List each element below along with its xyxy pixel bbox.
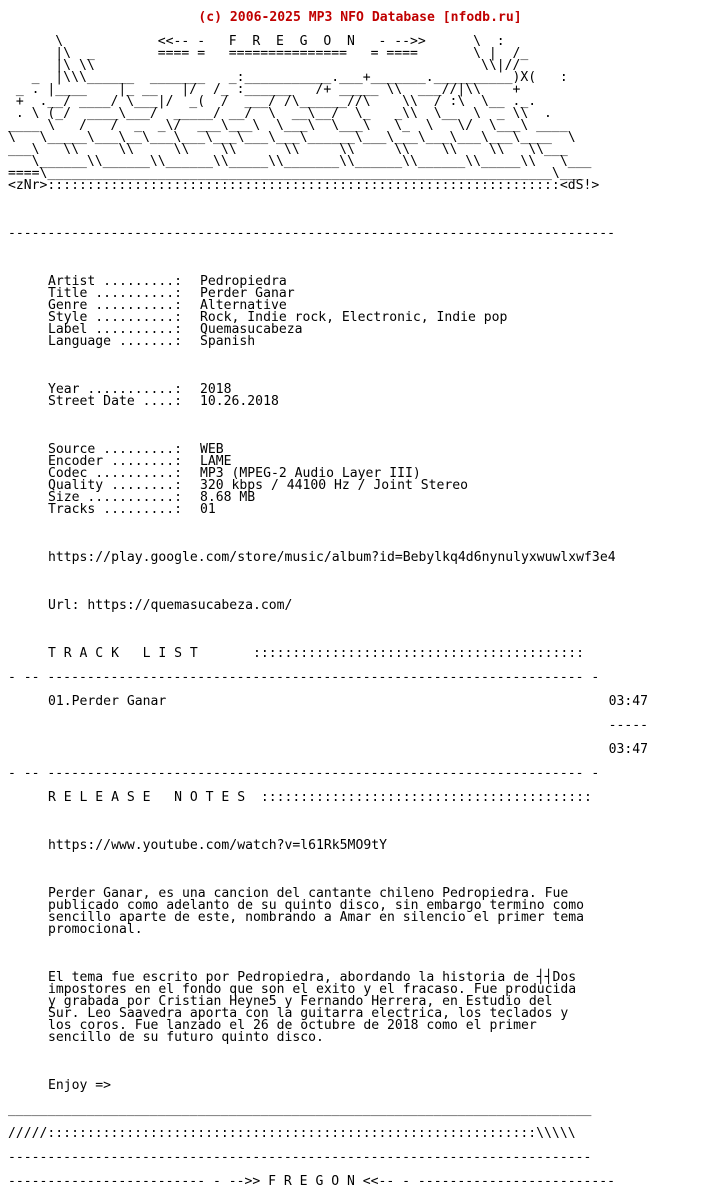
notes-paragraph-1: Perder Ganar, es una cancion del cantante chileno Pedropiedra. Fue publicado como adelanto de su quinto disco, sin embargo termino como sencillo aparte de este, nombrando a Amar en silencio el primer tema promocional. <box>48 886 585 937</box>
ascii-art-line: \______\\______\\______\\_____\\_______\\______\\______\\_____\\ \___ <box>8 154 592 169</box>
divider: ----------------------------------------------------------------------------- <box>8 226 615 241</box>
field-value: 2018 <box>200 382 232 397</box>
ascii-art-line: + .__/ ____/ \___|/ _( / ___/ /\______//\ \\ / :\ \__ ._. <box>8 94 537 109</box>
field-label: Label ..........: <box>48 322 183 337</box>
field-value: 320 kbps / 44100 Hz / Joint Stereo <box>200 478 469 493</box>
notes-paragraph-2: El tema fue escrito por Pedropiedra, abordando la historia de ┤┤Dos impostores en el fondo que son el exito y el fracaso. Fue producida y grabada por Cristian Heyne5 y Fernando Herrera, en Estudio del Sur. Leo Saavedra aporta con la guitarra electrica, los teclados y los coros. Fue lanzado el 26 de octubre de 2018 como el primer sencillo de su futuro quinto disco. <box>48 970 577 1045</box>
ascii-art-line: <zNr>:::::::::::::::::::::::::::::::::::::::::::::::::::::::::::::::::<dS!> <box>8 178 600 193</box>
info-field <box>8 504 712 516</box>
track-time: 03:47 <box>608 694 648 709</box>
ascii-art-line: |\ \\ \\|// <box>8 58 521 73</box>
field-label: Source .........: <box>48 442 183 457</box>
footer-rule-mid: -------------------------------------------------------------------------- <box>8 1150 592 1165</box>
field-value: Rock, Indie rock, Electronic, Indie pop <box>200 310 508 325</box>
total-rule-row <box>48 720 648 732</box>
field-value: Pedropiedra <box>200 274 287 289</box>
divider: - -- -------------------------------------------------------------------- - <box>8 766 600 781</box>
field-label: Quality ........: <box>48 478 183 493</box>
release-info-block <box>8 276 712 348</box>
field-value: Spanish <box>200 334 256 349</box>
info-field <box>8 336 712 348</box>
field-label: Year ...........: <box>48 382 183 397</box>
ascii-art-line: _ . |____ |_ __ |/ /_ :______ /+ _____ \\ ___//|\\ + <box>8 82 521 97</box>
track-name: 01.Perder Ganar <box>48 694 167 709</box>
field-label: Encoder ........: <box>48 454 183 469</box>
youtube-link[interactable]: https://www.youtube.com/watch?v=l61Rk5MO9tY <box>48 838 387 853</box>
nfo-document <box>8 0 712 1200</box>
info-field <box>8 396 712 408</box>
track-row <box>48 696 648 708</box>
field-value: 01 <box>200 502 216 517</box>
enjoy-text: Enjoy => <box>48 1078 112 1093</box>
ascii-art-line: \ <<-- - F R E G O N - -->> \ : <box>8 34 521 49</box>
page-title: (c) 2006-2025 MP3 NFO Database [nfodb.ru] <box>198 10 522 25</box>
field-value: LAME <box>200 454 232 469</box>
field-label: Artist .........: <box>48 274 183 289</box>
footer-colons: /////::::::::::::::::::::::::::::::::::::::::::::::::::::::::::::::\\\\\ <box>8 1126 576 1141</box>
footer-rule-top: __________________________________________________________________________ <box>8 1102 592 1117</box>
field-label: Title ..........: <box>48 286 183 301</box>
field-label: Street Date ....: <box>48 394 183 409</box>
field-value: Alternative <box>200 298 287 313</box>
footer-fregon: ------------------------- - -->> F R E G O N <<-- - ------------------------- <box>8 1174 615 1189</box>
total-rule: ----- <box>608 718 648 733</box>
ascii-art-line: _ |\\\______ _______ _:___________.___+_______.__________)X( : <box>8 70 568 85</box>
ascii-art-line: ___\ \\ \\ \\ \\ \\ \\ \\ \\ \\ \\___ <box>8 142 568 157</box>
field-label: Tracks .........: <box>48 502 183 517</box>
ascii-art-line: |\ _ ==== = =============== = ==== \ | /_ <box>8 46 529 61</box>
field-value: 8.68 MB <box>200 490 256 505</box>
tracklist-heading: T R A C K L I S T :::::::::::::::::::::::::::::::::::::::::: <box>48 646 585 661</box>
ascii-art-line: ____ \ / / _ _\/ ___\___\ \___\ \___\ \_ \ \/ \___\ ____ <box>8 118 568 133</box>
website-link[interactable]: Url: https://quemasucabeza.com/ <box>48 598 293 613</box>
field-value: 10.26.2018 <box>200 394 279 409</box>
divider: - -- -------------------------------------------------------------------- - <box>8 670 600 685</box>
ascii-art-line: . \ (_/ ____\___/ _____/ __/ \ __\__/ \_ _\\ \__ \ _ \\ . <box>8 106 552 121</box>
total-time: 03:47 <box>608 742 648 757</box>
field-label: Style ..........: <box>48 310 183 325</box>
field-value: Quemasucabeza <box>200 322 303 337</box>
technical-info-block <box>8 444 712 516</box>
ascii-art-line: ====\________________________________________________________________\___ <box>8 166 584 181</box>
field-label: Language .......: <box>48 334 183 349</box>
release-notes-heading: R E L E A S E N O T E S :::::::::::::::::::::::::::::::::::::::::: <box>48 790 592 805</box>
field-label: Size ...........: <box>48 490 183 505</box>
field-label: Genre ..........: <box>48 298 183 313</box>
field-label: Codec ..........: <box>48 466 183 481</box>
store-link[interactable]: https://play.google.com/store/music/album?id=Bebylkq4d6nynulyxwuwlxwf3e4 <box>48 550 616 565</box>
field-value: Perder Ganar <box>200 286 295 301</box>
ascii-art-line: \ \_____\___\__\___\___\___\___\___\______\___\___\___\___\___\____ \ <box>8 130 576 145</box>
date-info-block <box>8 384 712 408</box>
total-row <box>48 744 648 756</box>
field-value: MP3 (MPEG-2 Audio Layer III) <box>200 466 421 481</box>
ascii-art-banner <box>8 36 712 192</box>
field-value: WEB <box>200 442 224 457</box>
